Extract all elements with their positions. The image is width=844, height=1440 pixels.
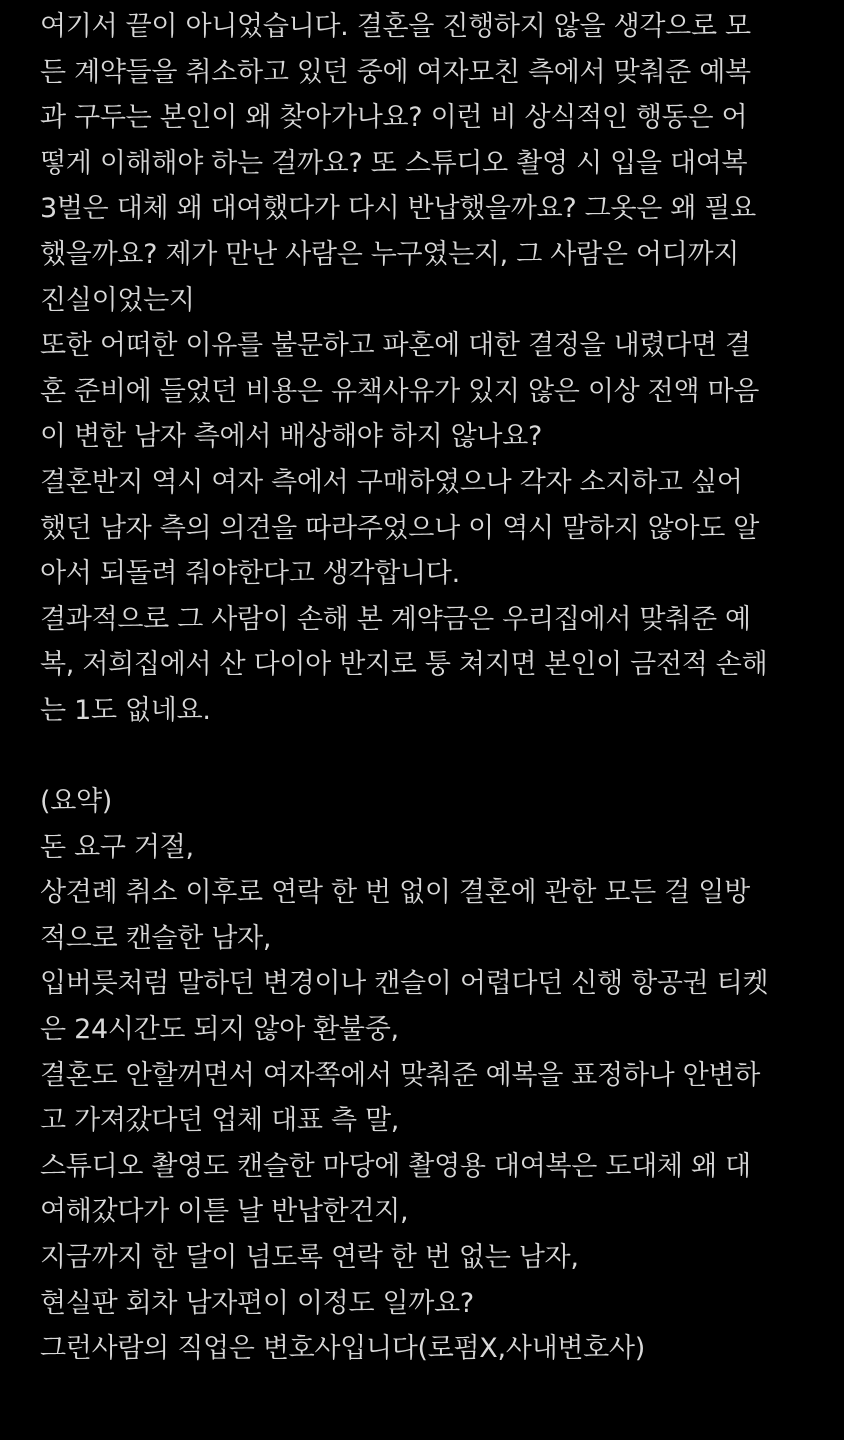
text-line: 했을까요? 제가 만난 사람은 누구였는지, 그 사람은 어디까지 bbox=[40, 238, 740, 270]
text-line: 지금까지 한 달이 넘도록 연락 한 번 없는 남자, bbox=[40, 1242, 579, 1274]
text-line: 복, 저희집에서 산 다이아 반지로 퉁 쳐지면 본인이 금전적 손해 bbox=[40, 649, 768, 681]
text-line: 혼 준비에 들었던 비용은 유책사유가 있지 않은 이상 전액 마음 bbox=[40, 375, 760, 407]
blank-line bbox=[40, 734, 810, 780]
text-line: 든 계약들을 취소하고 있던 중에 여자모친 측에서 맞춰준 예복 bbox=[40, 56, 751, 88]
text-line: 3벌은 대체 왜 대여했다가 다시 반납했을까요? 그옷은 왜 필요 bbox=[40, 193, 756, 225]
text-line: 결혼도 안할꺼면서 여자쪽에서 맞춰준 예복을 표정하나 안변하 bbox=[40, 1059, 761, 1091]
text-line: 여해갔다가 이튿 날 반납한건지, bbox=[40, 1196, 409, 1228]
text-line: 진실이었는지 bbox=[40, 284, 195, 316]
text-line: 입버릇처럼 말하던 변경이나 캔슬이 어렵다던 신행 항공권 티켓 bbox=[40, 968, 769, 1000]
text-line: 그런사람의 직업은 변호사입니다(로펌X,사내변호사) bbox=[40, 1333, 645, 1365]
text-line: 과 구두는 본인이 왜 찾아가나요? 이런 비 상식적인 행동은 어 bbox=[40, 102, 748, 134]
text-line: 여기서 끝이 아니었습니다. 결혼을 진행하지 않을 생각으로 모 bbox=[40, 11, 751, 42]
text-line: 상견례 취소 이후로 연락 한 번 없이 결혼에 관한 모든 걸 일방 bbox=[40, 877, 750, 909]
text-line: 결과적으로 그 사람이 손해 본 계약금은 우리집에서 맞춰준 예 bbox=[40, 603, 751, 635]
post-body-text bbox=[40, 4, 810, 1372]
text-line: 결혼반지 역시 여자 측에서 구매하였으나 각자 소지하고 싶어 bbox=[40, 466, 743, 498]
text-line: 또한 어떠한 이유를 불문하고 파혼에 대한 결정을 내렸다면 결 bbox=[40, 330, 751, 362]
text-line: 아서 되돌려 줘야한다고 생각합니다. bbox=[40, 558, 460, 590]
text-line: 적으로 캔슬한 남자, bbox=[40, 922, 272, 954]
text-line: 현실판 회차 남자편이 이정도 일까요? bbox=[40, 1287, 474, 1319]
text-line: 했던 남자 측의 의견을 따라주었으나 이 역시 말하지 않아도 알 bbox=[40, 512, 760, 544]
summary-heading: (요약) bbox=[40, 786, 113, 818]
text-line: 돈 요구 거절, bbox=[40, 831, 194, 863]
text-line: 떻게 이해해야 하는 걸까요? 또 스튜디오 촬영 시 입을 대여복 bbox=[40, 147, 748, 179]
text-line: 이 변한 남자 측에서 배상해야 하지 않나요? bbox=[40, 421, 543, 453]
text-line: 스튜디오 촬영도 캔슬한 마당에 촬영용 대여복은 도대체 왜 대 bbox=[40, 1150, 751, 1182]
text-line: 은 24시간도 되지 않아 환불중, bbox=[40, 1014, 399, 1046]
text-line: 는 1도 없네요. bbox=[40, 694, 211, 726]
text-line: 고 가져갔다던 업체 대표 측 말, bbox=[40, 1105, 400, 1137]
